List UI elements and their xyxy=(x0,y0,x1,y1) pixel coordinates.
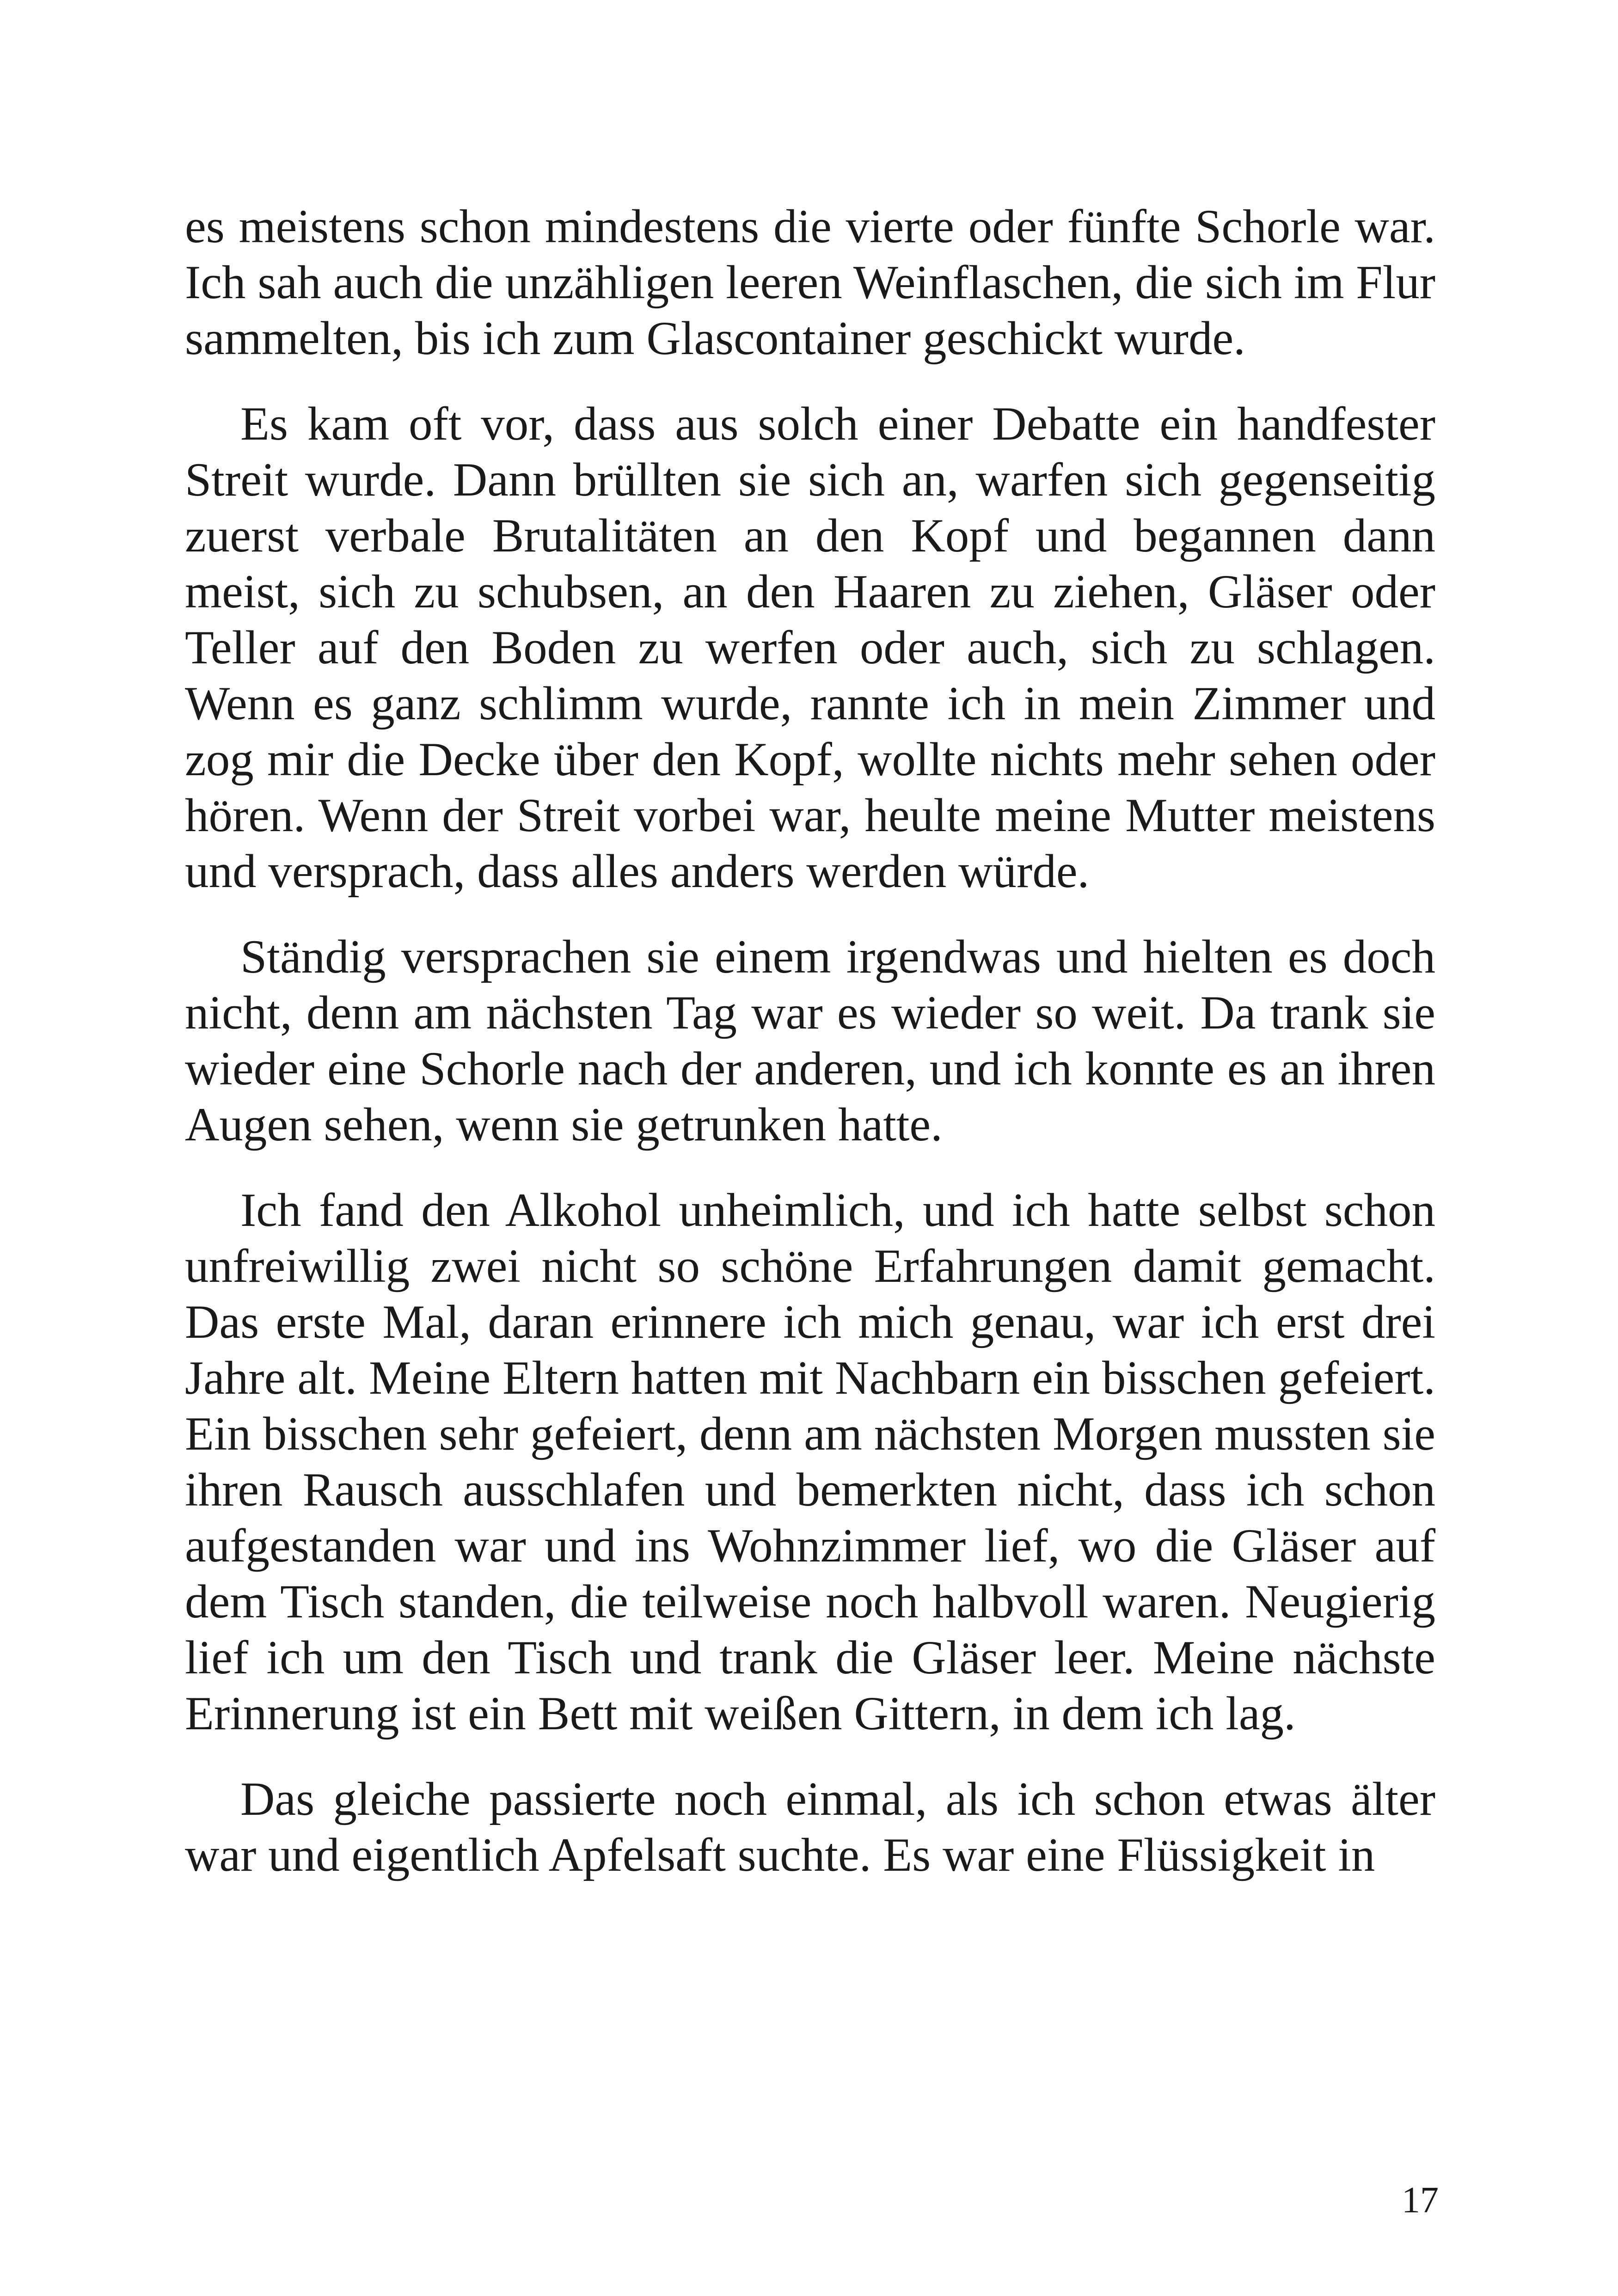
paragraph-continuation: es meistens schon mindestens die vierte oder fünfte Schorle war. Ich sah auch die unzähligen leeren Weinflaschen, die sich im Flur sammelten, bis ich zum Glascontainer geschickt wurde. xyxy=(185,200,1435,365)
page-number: 17 xyxy=(1402,2180,1439,2221)
body-text xyxy=(185,199,1435,1883)
paragraph-apfelsaft: Das gleiche passierte noch einmal, als ich schon etwas älter war und eigentlich Apfelsaft suchte. Es war eine Flüssigkeit in xyxy=(185,1773,1435,1881)
paragraph-versprechen: Ständig versprachen sie einem irgendwas und hielten es doch nicht, denn am nächsten Tag war es wieder so weit. Da trank sie wieder eine Schorle nach der anderen, und ich konnte es an ihren Augen sehen, wenn sie getrunken hatte. xyxy=(185,931,1435,1151)
paragraph-streit: Es kam oft vor, dass aus solch einer Debatte ein handfester Streit wurde. Dann brüllten sie sich an, warfen sich gegenseitig zuerst verbale Brutalitäten an den Kopf und begannen dann meist, sich zu schubsen, an den Haaren zu ziehen, Gläser oder Teller auf den Boden zu werfen oder auch, sich zu schlagen. Wenn es ganz schlimm wurde, rannte ich in mein Zimmer und zog mir die Decke über den Kopf, wollte nichts mehr sehen oder hören. Wenn der Streit vorbei war, heulte meine Mutter meistens und versprach, dass alles anders werden würde. xyxy=(185,398,1435,898)
paragraph-alkohol: Ich fand den Alkohol unheimlich, und ich hatte selbst schon unfreiwillig zwei nicht so schöne Erfahrungen damit gemacht. Das erste Mal, daran erinnere ich mich genau, war ich erst drei Jahre alt. Meine Eltern hatten mit Nachbarn ein bisschen gefeiert. Ein bisschen sehr gefeiert, denn am nächsten Morgen mussten sie ihren Rausch ausschlafen und bemerkten nicht, dass ich schon aufgestanden war und ins Wohnzimmer lief, wo die Gläser auf dem Tisch standen, die teilweise noch halbvoll waren. Neugierig lief ich um den Tisch und trank die Gläser leer. Meine nächste Erinnerung ist ein Bett mit weißen Gittern, in dem ich lag. xyxy=(185,1184,1435,1740)
